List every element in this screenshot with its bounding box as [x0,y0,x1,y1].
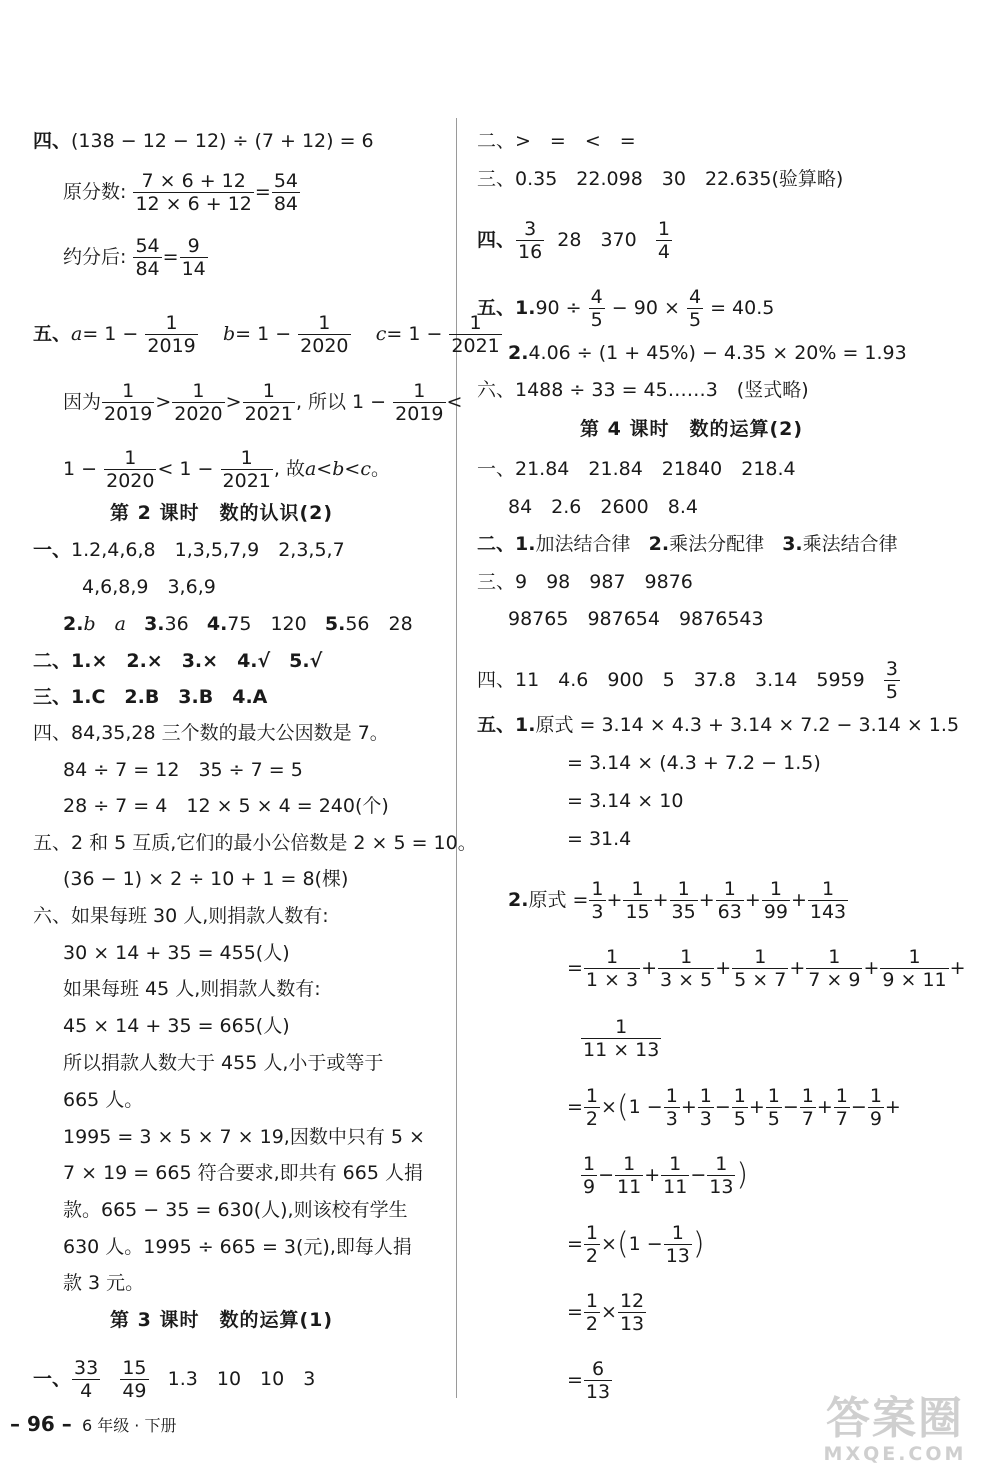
operator: + [884,1096,901,1118]
lesson-4-part-5-2-line-4: = $\frac{1}{2}$ ×(1 − $\frac{1}{3}$ + $\frac{1}{3}$ − $\frac{1}{5}$ + $\frac{1}{5}$ − $\frac{1}{7}$ + $\frac{1}{7}$ − $\frac{1}{9}$ + [567,1085,901,1130]
section-5-line-2: 因为 $\frac{1}{2019}$ > $\frac{1}{2020}$ > $\frac{1}{2021}$ , 所以 1 − $\frac{1}{2019}$ < [63,380,463,425]
reduced-fraction-label: 约分后: [63,246,127,268]
column-divider [456,118,457,1398]
watermark-logo [795,1395,995,1467]
watermark-title: 答案圈 [826,1393,964,1444]
fraction: $\frac{1}{5}$ [733,1085,746,1130]
operator: − [782,1096,799,1118]
operator: + [949,957,966,979]
operator: − [850,1096,867,1118]
fraction: $\frac{1}{9}$ [869,1085,882,1130]
lesson-4-part-5-2-line-1: 2.原式 = $\frac{1}{3}$ + $\frac{1}{15}$ + $\frac{1}{35}$ + $\frac{1}{63}$ + $\frac{1}{99}$ + $\frac{1}{143}$ [508,878,849,923]
part-6-division: 六、1488 ÷ 33 = 45……3 (竖式略) [477,379,809,401]
operator: − [598,1164,615,1186]
operator: + [698,889,715,911]
fraction: $\frac{1}{11}$ [617,1153,642,1198]
operator: + [606,889,623,911]
lesson-4-part-5-1-line-1: 五、1.原式 = 3.14 × 4.3 + 3.14 × 7.2 − 3.14 × 1.5 [477,714,960,736]
lesson-2-part-6-line-5: 所以捐款人数大于 455 人,小于或等于 [63,1052,384,1074]
lesson-2-part-4-line-3: 28 ÷ 7 = 4 12 × 5 × 4 = 240(个) [63,795,389,817]
part-2-comparisons: 二、> = < = [477,130,636,152]
part-5-line-2: 2.4.06 ÷ (1 + 45%) − 4.35 × 20% = 1.93 [508,342,907,364]
part-5-line-1: 五、1.90 ÷ $\frac{4}{5}$ − 90 × $\frac{4}{5}$ = 40.5 [477,286,775,331]
fraction: $\frac{1}{5}$ [767,1085,780,1130]
lesson-2-part-6-line-10: 630 人。1995 ÷ 665 = 3(元),即每人捐 [63,1236,412,1258]
lesson-2-part-5-line-1: 五、2 和 5 互质,它们的最小公倍数是 2 × 5 = 10。 [33,832,477,854]
fraction: $\frac{1}{9}$ [583,1153,596,1198]
lesson-4-part-1-line-1: 一、21.84 21.84 21840 218.4 [477,458,796,480]
operator: + [816,1096,833,1118]
fraction: $\frac{1}{5 \times 7}$ [734,946,787,991]
fraction: $\frac{1}{1 \times 3}$ [585,946,639,991]
reduced-fraction-line: 约分后: $\frac{54}{84}$ = $\frac{9}{14}$ [63,235,206,280]
lesson-4-part-1-line-2: 84 2.6 2600 8.4 [508,496,698,518]
operator: + [680,1096,697,1118]
part-3-results: 三、0.35 22.098 30 22.635(验算略) [477,168,844,190]
lesson-2-part-5-line-2: (36 − 1) × 2 ÷ 10 + 1 = 8(棵) [63,868,349,890]
product-fractions [583,946,966,991]
fraction: $\frac{1}{11}$ [663,1153,688,1198]
fraction: $\frac{1}{99}$ [763,878,788,923]
lesson-2-part-6-line-9: 款。665 − 35 = 630(人),则该校有学生 [63,1199,408,1221]
lesson-4-part-5-1-line-2: = 3.14 × (4.3 + 7.2 − 1.5) [567,752,821,774]
operator: + [744,889,761,911]
lesson-4-part-5-2-line-3: $\frac{1}{11 \times 13}$ [583,1016,660,1061]
lesson-4-part-5-2-line-8: = $\frac{6}{13}$ [567,1358,611,1403]
original-fraction-label: 原分数: [63,181,127,203]
original-fraction: $\frac{7 \times 6 + 12}{12 \times 6 + 12}$ [135,170,252,215]
operator: − [714,1096,731,1118]
lesson-2-part-6-line-3: 如果每班 45 人,则捐款人数有: [63,978,321,1000]
original-fraction-line: 原分数: $\frac{7 \times 6 + 12}{12 \times 6 + 12}$ = $\frac{54}{84}$ [63,170,299,215]
grade-label: 6 年级 · 下册 [81,1416,177,1435]
lesson-4-heading: 第 4 课时 数的运算(2) [580,418,804,440]
lesson-3-heading: 第 3 课时 数的运算(1) [110,1309,334,1331]
fraction: $\frac{1}{63}$ [717,878,742,923]
fraction: $\frac{1}{3}$ [699,1085,712,1130]
page-number: – 96 – [10,1412,72,1436]
fraction: $\frac{1}{7 \times 9}$ [808,946,861,991]
telescoping-terms-2 [580,1153,736,1198]
lesson-4-part-5-2-line-2: = $\frac{1}{1 \times 3}$ + $\frac{1}{3 \times 5}$ + $\frac{1}{5 \times 7}$ + $\frac{1}{7 \times 9}$ + $\frac{1}{9 \times 11}$ + [567,946,966,991]
operator: + [652,889,669,911]
operator: + [641,957,658,979]
fraction: $\frac{1}{143}$ [809,878,847,923]
lesson-2-part-1-line-2: 4,6,8,9 3,6,9 [82,576,216,598]
operator: + [863,957,880,979]
fraction: $\frac{1}{3}$ [591,878,604,923]
lesson-2-part-3: 三、1.C 2.B 3.B 4.A [33,686,268,708]
lesson-4-part-5-2-line-7: = $\frac{1}{2}$ × $\frac{12}{13}$ [567,1290,645,1335]
lesson-2-part-6-line-8: 7 × 19 = 665 符合要求,即共有 665 人捐 [63,1162,423,1184]
lesson-4-part-5-2-line-5: $\frac{1}{9}$ − $\frac{1}{11}$ + $\frac{1}{11}$ − $\frac{1}{13}$ ) [580,1153,748,1198]
lesson-2-part-6-line-1: 六、如果每班 30 人,则捐款人数有: [33,905,329,927]
lesson-4-part-3-line-1: 三、9 98 987 9876 [477,571,693,593]
part-4-results: 四、 $\frac{3}{16}$ 28 370 $\frac{1}{4}$ [477,218,670,263]
section-5-line-1: 五、a= 1 − $\frac{1}{2019}$ b= 1 − $\frac{1}{2020}$ c= 1 − $\frac{1}{2021}$ [33,312,500,357]
fraction: $\frac{1}{3}$ [665,1085,678,1130]
operator: + [748,1096,765,1118]
operator: + [790,889,807,911]
lesson-2-part-2: 二、1.× 2.× 3.× 4.√ 5.√ [33,650,323,672]
lesson-2-part-1-line-3: 2.b a 3.36 4.75 120 5.56 28 [63,613,413,635]
fraction: $\frac{1}{3 \times 5}$ [660,946,713,991]
section-4-head: 四、 [33,130,72,152]
lesson-2-part-6-line-11: 款 3 元。 [63,1272,145,1294]
lesson-2-part-4-line-2: 84 ÷ 7 = 12 35 ÷ 7 = 5 [63,759,303,781]
lesson-4-part-5-1-line-4: = 31.4 [567,828,632,850]
lesson-4-part-3-line-2: 98765 987654 9876543 [508,608,764,630]
page-footer [10,1412,176,1436]
lesson-2-heading: 第 2 课时 数的认识(2) [110,502,334,524]
section-5-line-3: 1 − $\frac{1}{2020}$ < 1 − $\frac{1}{2021}$ , 故a<b<c。 [63,447,390,492]
lesson-2-part-6-line-4: 45 × 14 + 35 = 665(人) [63,1015,290,1037]
operator: + [789,957,806,979]
operator: + [644,1164,661,1186]
lesson-2-part-4-line-1: 四、84,35,28 三个数的最大公因数是 7。 [33,722,389,744]
lesson-4-part-5-2-line-6: = $\frac{1}{2}$ ×(1 − $\frac{1}{13}$ ) [567,1222,705,1267]
fraction: $\frac{1}{7}$ [835,1085,848,1130]
operator: + [715,957,732,979]
fraction: $\frac{1}{13}$ [709,1153,734,1198]
section-4-expr: (138 − 12 − 12) ÷ (7 + 12) = 6 [71,130,374,152]
lesson-4-part-5-1-line-3: = 3.14 × 10 [567,790,684,812]
operator: − [690,1164,707,1186]
section-4 [33,128,374,154]
fraction: $\frac{1}{9 \times 11}$ [882,946,947,991]
watermark-url: MXQE.COM [823,1443,967,1465]
lesson-2-part-6-line-7: 1995 = 3 × 5 × 7 × 19,因数中只有 5 × [63,1126,425,1148]
lesson-2-part-6-line-2: 30 × 14 + 35 = 455(人) [63,942,290,964]
original-fraction-result: $\frac{54}{84}$ [273,170,299,215]
fraction: $\frac{1}{15}$ [625,878,650,923]
lesson-2-part-6-line-6: 665 人。 [63,1089,144,1111]
lesson-3-part-1: 一、 $\frac{33}{4}$ $\frac{15}{49}$ 1.3 10 10 3 [33,1357,316,1402]
fraction: $\frac{1}{7}$ [801,1085,814,1130]
lesson-2-part-1-line-1: 一、1.2,4,6,8 1,3,5,7,9 2,3,5,7 [33,539,345,561]
lesson-4-part-2: 二、1.加法结合律 2.乘法分配律 3.乘法结合律 [477,533,898,555]
fraction: $\frac{1}{35}$ [671,878,696,923]
lesson-4-part-4: 四、11 4.6 900 5 37.8 3.14 5959 $\frac{3}{5}$ [477,658,898,703]
